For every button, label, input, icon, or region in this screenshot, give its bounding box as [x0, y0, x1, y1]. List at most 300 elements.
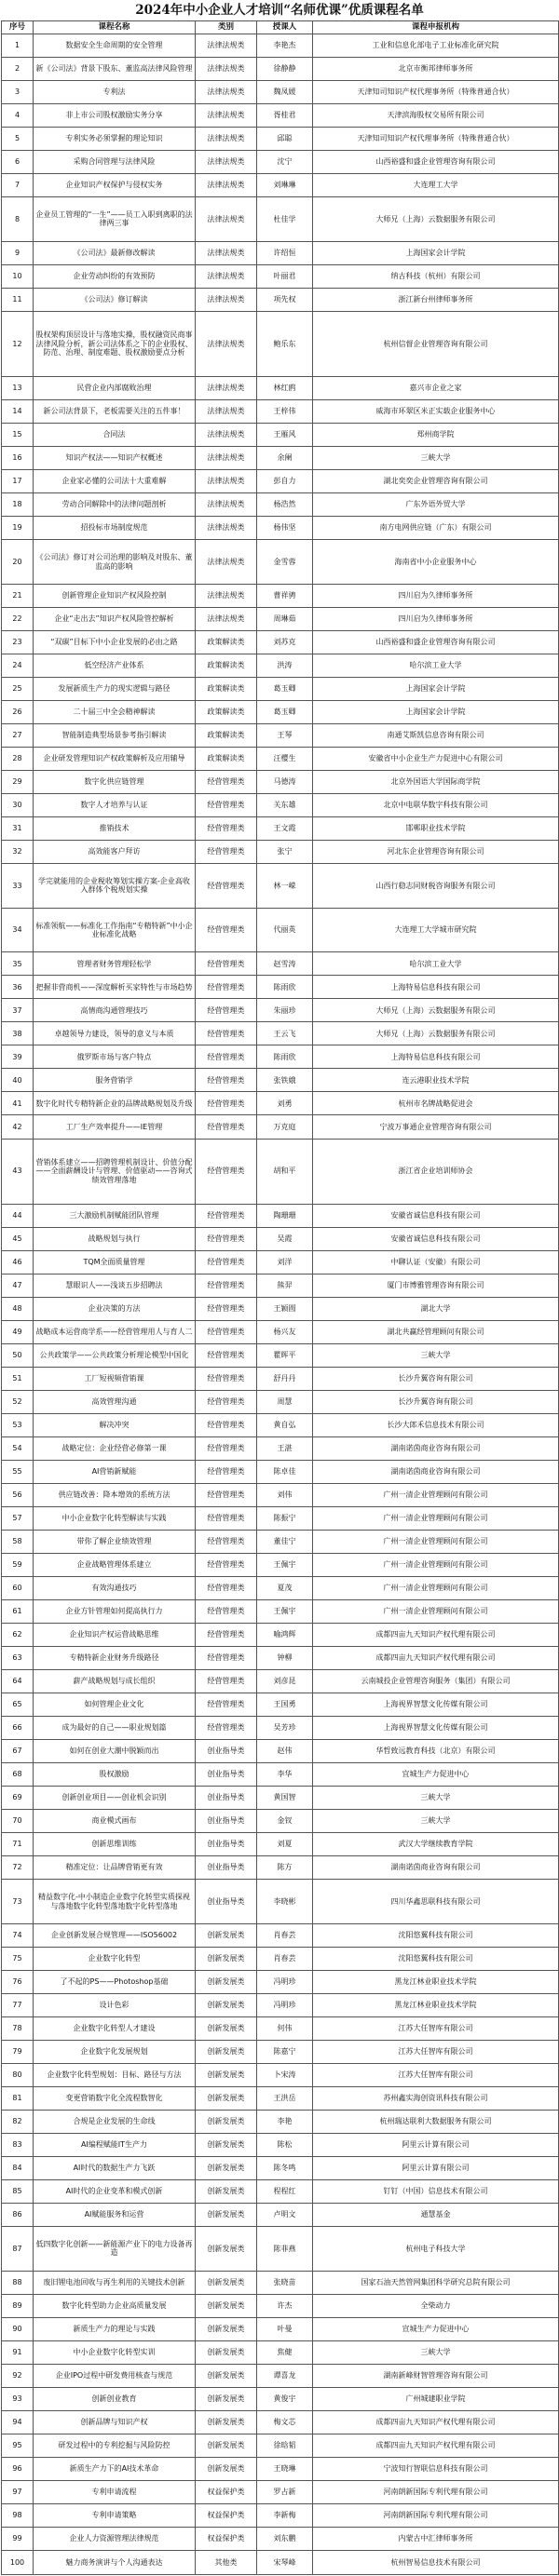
- teacher-name: 陈雨欣: [257, 1045, 313, 1069]
- org-name: 广州一清企业管理顾问有限公司: [313, 1600, 559, 1624]
- row-number: 72: [2, 1856, 34, 1880]
- row-number: 92: [2, 2364, 34, 2387]
- table-row: [2, 1227, 559, 1250]
- teacher-name: 陈冬鸣: [257, 2157, 313, 2180]
- org-name: 宜城生产力促进中心: [313, 1763, 559, 1787]
- document-title: 2024年中小企业人才培训“名师优课”优质课程名单: [135, 3, 424, 18]
- org-name: 湖南诺茵商业咨询有限公司: [313, 1856, 559, 1880]
- teacher-name: 赵雪涛: [257, 952, 313, 976]
- course-category: 经营管理类: [196, 1507, 257, 1531]
- course-category: 法律法规类: [196, 311, 257, 376]
- header-org: 课程申报机构: [313, 21, 559, 34]
- org-name: 宣城生产力促进中心: [313, 2317, 559, 2340]
- row-number: 63: [2, 1647, 34, 1670]
- row-number: 42: [2, 1115, 34, 1139]
- course-category: 经营管理类: [196, 1045, 257, 1069]
- row-number: 73: [2, 1880, 34, 1924]
- teacher-name: 朱丽珍: [257, 999, 313, 1022]
- org-name: 钉钉（中国）信息技术有限公司: [313, 2180, 559, 2204]
- table-row: [2, 677, 559, 700]
- row-number: 35: [2, 952, 34, 976]
- org-name: 广州一清企业管理顾问有限公司: [313, 1507, 559, 1531]
- course-category: 经营管理类: [196, 952, 257, 976]
- table-row: [2, 1483, 559, 1506]
- course-category: 权益保护类: [196, 2503, 257, 2527]
- teacher-name: 许杰: [257, 2294, 313, 2317]
- table-row: [2, 1204, 559, 1227]
- org-name: 上海国家会计学院: [313, 677, 559, 700]
- course-name: 创新创业教育: [34, 2387, 196, 2410]
- org-name: 三峡大学: [313, 447, 559, 470]
- course-category: 法律法规类: [196, 377, 257, 400]
- org-name: 成都四亩九天知识产权代理有限公司: [313, 2410, 559, 2434]
- row-number: 36: [2, 976, 34, 999]
- teacher-name: 瞿晖平: [257, 1343, 313, 1367]
- table-row: [2, 2294, 559, 2317]
- teacher-name: 杨兴友: [257, 1320, 313, 1343]
- course-category: 经营管理类: [196, 1092, 257, 1115]
- course-name: 推销技术: [34, 817, 196, 841]
- org-name: 杭州智易信息技术有限公司: [313, 2550, 559, 2574]
- table-row: [2, 470, 559, 493]
- course-name: 研发过程中的专利挖掘与风险防控: [34, 2434, 196, 2457]
- teacher-name: 李艳: [257, 2111, 313, 2134]
- org-name: 山西裕盛和盛企业管理咨询有限公司: [313, 151, 559, 174]
- row-number: 5: [2, 128, 34, 151]
- table-row: [2, 952, 559, 976]
- org-name: 天津知司知识产权代理事务所（特殊普通合伙）: [313, 81, 559, 104]
- table-row: [2, 2340, 559, 2364]
- teacher-name: 刘夏: [257, 1833, 313, 1856]
- row-number: 16: [2, 447, 34, 470]
- course-category: 创新发展类: [196, 2457, 257, 2480]
- table-row: [2, 1693, 559, 1717]
- course-name: 战略定位：企业经营必修第一课: [34, 1436, 196, 1460]
- org-name: 全柴动力: [313, 2294, 559, 2317]
- teacher-name: 代丽英: [257, 908, 313, 952]
- course-category: 经营管理类: [196, 1115, 257, 1139]
- org-name: 湖北奕奕企业管理咨询有限公司: [313, 470, 559, 493]
- course-name: 数字化供应链管理: [34, 771, 196, 794]
- org-name: 大师兄（上海）云数据服务有限公司: [313, 999, 559, 1022]
- teacher-name: 李艳杰: [257, 34, 313, 58]
- course-name: 学完就能用的企业税收筹划实操方案-企业高收入群体个税规划实操: [34, 864, 196, 909]
- course-category: 法律法规类: [196, 607, 257, 630]
- org-name: 四川启为久律师事务所: [313, 607, 559, 630]
- teacher-name: 熊羿: [257, 1274, 313, 1297]
- course-category: 创业指导类: [196, 1856, 257, 1880]
- table-row: [2, 1022, 559, 1045]
- course-category: 法律法规类: [196, 58, 257, 81]
- course-category: 创新发展类: [196, 2410, 257, 2434]
- table-row: [2, 174, 559, 197]
- org-name: 连云港职业技术学院: [313, 1069, 559, 1092]
- teacher-name: 叶曼: [257, 2317, 313, 2340]
- row-number: 3: [2, 81, 34, 104]
- row-number: 24: [2, 654, 34, 677]
- course-category: 经营管理类: [196, 1483, 257, 1506]
- course-category: 经营管理类: [196, 1600, 257, 1624]
- teacher-name: 肖春芸: [257, 1923, 313, 1947]
- teacher-name: 王晓琳: [257, 2457, 313, 2480]
- org-name: 四川华鑫思联科技有限公司: [313, 1880, 559, 1924]
- org-name: 广州城建职业学院: [313, 2387, 559, 2410]
- course-category: 经营管理类: [196, 976, 257, 999]
- org-name: 湖南诺茵商业咨询有限公司: [313, 1460, 559, 1483]
- org-name: 宁波知行智联信息科技有限公司: [313, 2457, 559, 2480]
- teacher-name: 张晓苗: [257, 2271, 313, 2294]
- org-name: 三峡大学: [313, 1810, 559, 1833]
- table-row: [2, 864, 559, 909]
- org-name: 三峡大学: [313, 2340, 559, 2364]
- course-category: 经营管理类: [196, 1390, 257, 1413]
- table-row: [2, 584, 559, 607]
- table-row: [2, 1970, 559, 1993]
- course-category: 创新发展类: [196, 2064, 257, 2087]
- org-name: 国家石油天然管网集团科学研究总院有限公司: [313, 2271, 559, 2294]
- course-name: 企业“走出去”知识产权风险管控解析: [34, 607, 196, 630]
- table-row: [2, 1320, 559, 1343]
- teacher-name: 陈菲燕: [257, 2227, 313, 2272]
- teacher-name: 葛玉卿: [257, 700, 313, 723]
- course-category: 经营管理类: [196, 1460, 257, 1483]
- teacher-name: 刘洋: [257, 1250, 313, 1274]
- course-category: 创新发展类: [196, 1923, 257, 1947]
- course-category: 经营管理类: [196, 1554, 257, 1577]
- table-row: [2, 197, 559, 242]
- row-number: 56: [2, 1483, 34, 1506]
- row-number: 10: [2, 264, 34, 288]
- teacher-name: 黄俊宇: [257, 2387, 313, 2410]
- course-category: 法律法规类: [196, 517, 257, 540]
- teacher-name: 马德涛: [257, 771, 313, 794]
- teacher-name: 陈方: [257, 1856, 313, 1880]
- teacher-name: 王雁风: [257, 424, 313, 447]
- course-category: 创新发展类: [196, 2180, 257, 2204]
- row-number: 67: [2, 1740, 34, 1763]
- course-name: 企业知识产权保护与侵权实务: [34, 174, 196, 197]
- row-number: 34: [2, 908, 34, 952]
- teacher-name: 刘彦昆: [257, 1670, 313, 1693]
- org-name: 上海视界智慧文化传媒有限公司: [313, 1717, 559, 1740]
- teacher-name: 赵伟: [257, 1740, 313, 1763]
- org-name: 威海市环翠区米正实载企业服务中心: [313, 400, 559, 424]
- course-name: 企业决策的方法: [34, 1297, 196, 1320]
- course-name: 创新品牌与知识产权: [34, 2410, 196, 2434]
- org-name: 广州一清企业管理顾问有限公司: [313, 1531, 559, 1554]
- teacher-name: 陈卓佳: [257, 1460, 313, 1483]
- org-name: 内蒙古中汇律师事务所: [313, 2527, 559, 2550]
- course-name: 商业模式画布: [34, 1810, 196, 1833]
- teacher-name: 彭自力: [257, 470, 313, 493]
- course-name: 合同法: [34, 424, 196, 447]
- teacher-name: 关东雄: [257, 794, 313, 817]
- header-no: 序号: [2, 21, 34, 34]
- course-category: 法律法规类: [196, 197, 257, 242]
- row-number: 90: [2, 2317, 34, 2340]
- row-number: 80: [2, 2064, 34, 2087]
- course-name: 魅力商务演讲与个人沟通表达: [34, 2550, 196, 2574]
- teacher-name: 项先权: [257, 288, 313, 311]
- course-category: 经营管理类: [196, 1227, 257, 1250]
- org-name: 北京市衡邦律师事务所: [313, 58, 559, 81]
- table-row: [2, 2087, 559, 2111]
- table-row: [2, 447, 559, 470]
- org-name: 宁波万事通企业管理咨询有限公司: [313, 1115, 559, 1139]
- teacher-name: 刘琳琳: [257, 174, 313, 197]
- org-name: 北京中电联华数字科技有限公司: [313, 794, 559, 817]
- course-name: 数字化时代专精特新企业的品牌战略规划及升级: [34, 1092, 196, 1115]
- table-row: [2, 1436, 559, 1460]
- teacher-name: 卢明文: [257, 2204, 313, 2227]
- row-number: 19: [2, 517, 34, 540]
- row-number: 91: [2, 2340, 34, 2364]
- course-name: 俄罗斯市场与客户特点: [34, 1045, 196, 1069]
- org-name: 杭州电子科技大学: [313, 2227, 559, 2272]
- org-name: 湖北共赢经管理顾问有限公司: [313, 1320, 559, 1343]
- row-number: 71: [2, 1833, 34, 1856]
- table-row: [2, 517, 559, 540]
- org-name: 安徽省诚信息科技有限公司: [313, 1227, 559, 1250]
- org-name: 苏州鑫实海创资讯科技有限公司: [313, 2087, 559, 2111]
- row-number: 78: [2, 2016, 34, 2040]
- header-row: [2, 21, 559, 34]
- org-name: 长沙升翼咨询有限公司: [313, 1390, 559, 1413]
- course-name: 发展新质生产力的现实逻辑与路径: [34, 677, 196, 700]
- table-row: [2, 771, 559, 794]
- table-row: [2, 241, 559, 264]
- course-category: 其他类: [196, 2550, 257, 2574]
- teacher-name: 宋琴峰: [257, 2550, 313, 2574]
- table-row: [2, 1833, 559, 1856]
- row-number: 41: [2, 1092, 34, 1115]
- teacher-name: 杜佳学: [257, 197, 313, 242]
- row-number: 53: [2, 1413, 34, 1436]
- org-name: 中聊认证（安徽）有限公司: [313, 1250, 559, 1274]
- course-category: 创新发展类: [196, 1993, 257, 2016]
- table-row: [2, 2180, 559, 2204]
- table-row: [2, 1274, 559, 1297]
- table-row: [2, 747, 559, 770]
- row-number: 30: [2, 794, 34, 817]
- row-number: 50: [2, 1343, 34, 1367]
- table-row: [2, 1624, 559, 1647]
- teacher-name: 刘东鹏: [257, 2527, 313, 2550]
- row-number: 17: [2, 470, 34, 493]
- teacher-name: 卜宋涛: [257, 2064, 313, 2087]
- org-name: 上海特易信息科技有限公司: [313, 1045, 559, 1069]
- course-category: 法律法规类: [196, 104, 257, 128]
- course-name: 企业数字化转型人才建设: [34, 2016, 196, 2040]
- teacher-name: 王梓伟: [257, 400, 313, 424]
- table-row: [2, 1367, 559, 1390]
- course-name: 专精特新企业财务升级路径: [34, 1647, 196, 1670]
- course-name: 慧眼识人——浅谈五步招聘法: [34, 1274, 196, 1297]
- course-name: 知识产权法——知识产权概述: [34, 447, 196, 470]
- teacher-name: 王颖圆: [257, 1297, 313, 1320]
- teacher-name: 刘伟: [257, 1483, 313, 1506]
- org-name: 湖北大学: [313, 1297, 559, 1320]
- teacher-name: 许绍恒: [257, 241, 313, 264]
- course-name: 创新思维训练: [34, 1833, 196, 1856]
- course-name: 民营企业内部腐败治理: [34, 377, 196, 400]
- row-number: 11: [2, 288, 34, 311]
- course-name: 精益数字化-中小制造企业数字化转型实质探视与落地数字化转型落地数字化转型落地: [34, 1880, 196, 1924]
- row-number: 82: [2, 2111, 34, 2134]
- org-name: 沈阳悠翼科技有限公司: [313, 1947, 559, 1970]
- course-category: 经营管理类: [196, 1717, 257, 1740]
- course-category: 经营管理类: [196, 1343, 257, 1367]
- course-name: 专利法: [34, 81, 196, 104]
- course-name: 数字人才培养与认证: [34, 794, 196, 817]
- row-number: 75: [2, 1947, 34, 1970]
- table-row: [2, 2457, 559, 2480]
- table-row: [2, 2480, 559, 2503]
- teacher-name: 胥桂君: [257, 104, 313, 128]
- course-category: 经营管理类: [196, 1624, 257, 1647]
- header-course: 课程名称: [34, 21, 196, 34]
- row-number: 70: [2, 1810, 34, 1833]
- table-row: [2, 700, 559, 723]
- org-name: 安徽省诚信息科技有限公司: [313, 1204, 559, 1227]
- table-row: [2, 1460, 559, 1483]
- row-number: 62: [2, 1624, 34, 1647]
- org-name: 厦门市博雅管理咨询有限公司: [313, 1274, 559, 1297]
- teacher-name: 梅文芯: [257, 2410, 313, 2434]
- course-name: 了不起的PS——Photoshop基础: [34, 1970, 196, 1993]
- table-row: [2, 1600, 559, 1624]
- course-category: 创新发展类: [196, 1970, 257, 1993]
- row-number: 7: [2, 174, 34, 197]
- row-number: 54: [2, 1436, 34, 1460]
- org-name: 江苏大任智库有限公司: [313, 2040, 559, 2063]
- org-name: 大师兄（上海）云数据服务有限公司: [313, 1022, 559, 1045]
- course-category: 权益保护类: [196, 2480, 257, 2503]
- row-number: 52: [2, 1390, 34, 1413]
- org-name: 广州一清企业管理顾问有限公司: [313, 1483, 559, 1506]
- row-number: 89: [2, 2294, 34, 2317]
- course-category: 创新发展类: [196, 2227, 257, 2272]
- row-number: 64: [2, 1670, 34, 1693]
- teacher-name: 吴芳珍: [257, 1717, 313, 1740]
- teacher-name: 李华: [257, 1763, 313, 1787]
- course-name: 设计色彩: [34, 1993, 196, 2016]
- course-name: 新《公司法》背景下股东、董监高法律风险管理: [34, 58, 196, 81]
- course-name: AI营销新赋能: [34, 1460, 196, 1483]
- course-name: 企业数字化转型: [34, 1947, 196, 1970]
- table-row: [2, 817, 559, 841]
- course-name: 新质生产力的理论与实践: [34, 2317, 196, 2340]
- table-row: [2, 540, 559, 585]
- row-number: 69: [2, 1787, 34, 1810]
- teacher-name: 李晓彬: [257, 1880, 313, 1924]
- course-name: 供应链改善：降本增效的系统方法: [34, 1483, 196, 1506]
- course-name: 招投标市场制度规范: [34, 517, 196, 540]
- table-row: [2, 1045, 559, 1069]
- teacher-name: 刘勇: [257, 1092, 313, 1115]
- row-number: 13: [2, 377, 34, 400]
- row-number: 6: [2, 151, 34, 174]
- org-name: 上海国家会计学院: [313, 241, 559, 264]
- course-category: 创新发展类: [196, 2317, 257, 2340]
- course-name: AI时代的企业变革和模式创新: [34, 2180, 196, 2204]
- org-name: 长沙升翼咨询有限公司: [313, 1367, 559, 1390]
- org-name: 纳古科技（杭州）有限公司: [313, 264, 559, 288]
- course-name: 管理者财务管理轻松学: [34, 952, 196, 976]
- course-name: 薪产战略规划与成长组织: [34, 1670, 196, 1693]
- row-number: 39: [2, 1045, 34, 1069]
- table-row: [2, 2527, 559, 2550]
- org-name: 工业和信息化部电子工业标准化研究院: [313, 34, 559, 58]
- course-category: 经营管理类: [196, 1274, 257, 1297]
- row-number: 57: [2, 1507, 34, 1531]
- course-category: 创新发展类: [196, 2387, 257, 2410]
- table-row: [2, 2387, 559, 2410]
- course-category: 经营管理类: [196, 1413, 257, 1436]
- course-name: 低空经济产业体系: [34, 654, 196, 677]
- table-row: [2, 424, 559, 447]
- row-number: 66: [2, 1717, 34, 1740]
- course-name: 解决冲突: [34, 1413, 196, 1436]
- course-name: 废旧锂电池回收与再生利用的关键技术创新: [34, 2271, 196, 2294]
- course-name: 二十届三中全会精神解读: [34, 700, 196, 723]
- course-name: 战略规划与执行: [34, 1227, 196, 1250]
- table-row: [2, 104, 559, 128]
- row-number: 22: [2, 607, 34, 630]
- table-row: [2, 1717, 559, 1740]
- course-table: [1, 20, 559, 2575]
- course-name: 创新创业项目——创业机会识别: [34, 1787, 196, 1810]
- teacher-name: 鲍乐东: [257, 311, 313, 376]
- org-name: 南方电网供应链（广东）有限公司: [313, 517, 559, 540]
- course-name: 专利实务必须掌握的理论知识: [34, 128, 196, 151]
- teacher-name: 陈嘉宁: [257, 2040, 313, 2063]
- teacher-name: 张宁: [257, 841, 313, 864]
- course-category: 创业指导类: [196, 1787, 257, 1810]
- teacher-name: 王佩宇: [257, 1600, 313, 1624]
- table-row: [2, 1115, 559, 1139]
- course-category: 经营管理类: [196, 864, 257, 909]
- row-number: 87: [2, 2227, 34, 2272]
- table-row: [2, 1250, 559, 1274]
- teacher-name: 王佩宇: [257, 1554, 313, 1577]
- course-category: 法律法规类: [196, 424, 257, 447]
- course-name: 企业研发管理知识产权政策解析及应用辅导: [34, 747, 196, 770]
- org-name: 天津知司知识产权代理事务所（特殊普通合伙）: [313, 128, 559, 151]
- course-name: 企业创新发展合规管理——ISO56002: [34, 1923, 196, 1947]
- row-number: 9: [2, 241, 34, 264]
- course-category: 经营管理类: [196, 908, 257, 952]
- course-category: 法律法规类: [196, 400, 257, 424]
- row-number: 74: [2, 1923, 34, 1947]
- org-name: 山西行稳志同财税咨询服务有限公司: [313, 864, 559, 909]
- table-row: [2, 2271, 559, 2294]
- course-name: 如何在创业大潮中脱颖而出: [34, 1740, 196, 1763]
- course-category: 经营管理类: [196, 817, 257, 841]
- course-name: 战略成本运营商学系——经营管理用人与育人二: [34, 1320, 196, 1343]
- row-number: 27: [2, 723, 34, 747]
- course-category: 创新发展类: [196, 1947, 257, 1970]
- teacher-name: 沈宁: [257, 151, 313, 174]
- row-number: 29: [2, 771, 34, 794]
- org-name: 浙江省企业培训师协会: [313, 1139, 559, 1204]
- teacher-name: 杨伟坚: [257, 517, 313, 540]
- org-name: 黑龙江林业职业技术学院: [313, 1970, 559, 1993]
- table-row: [2, 1923, 559, 1947]
- course-category: 创新发展类: [196, 2364, 257, 2387]
- teacher-name: 邱聪: [257, 128, 313, 151]
- row-number: 68: [2, 1763, 34, 1787]
